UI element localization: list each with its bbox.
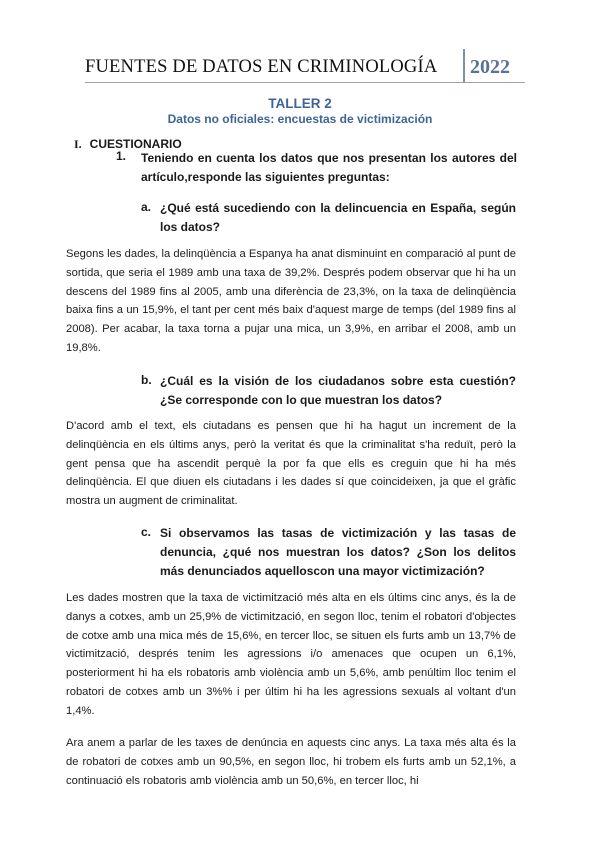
section-number: I. (74, 137, 82, 151)
subquestion-c-text: Si observamos las tasas de victimización y las tasas de denuncia, ¿qué nos muestran los datos? ¿Son los delitos más denunciados aquelloscon una mayor victimización? (160, 526, 516, 578)
subquestion-c-letter: c. (141, 525, 152, 539)
subquestion-a-text: ¿Qué está sucediendo con la delincuencia en España, según los datos? (160, 201, 516, 234)
answer-c-continued: Ara anem a parlar de les taxes de denúncia en aquests cinc anys. La taxa més alta és la de robatori de cotxes amb un 90,5%, en segon lloc, hi trobem els furts amb un 52,1%, a continuació els robatoris amb violència amb un 50,6%, en tercer lloc, hi (66, 737, 516, 787)
subquestion-b-letter: b. (141, 373, 152, 387)
taller-subtitle: Datos no oficiales: encuestas de victimización (167, 112, 433, 126)
question-1-text: Teniendo en cuenta los datos que nos presentan los autores del artículo,responde las siguientes preguntas: (141, 151, 517, 184)
subquestion-a-letter: a. (141, 200, 152, 214)
answer-c: Les dades mostren que la taxa de victimització més alta en els últims cinc anys, és la de danys a cotxes, amb un 25,9% de victimització, en segon lloc, tenim el robatori d'objectes de cotxe amb una mica més de 15,6%, en tercer lloc, se situen els furts amb un 13,7% de victimització, després tenim les agressions i/o amenaces que ocupen un 6,1%, posteriorment hi ha els robatoris amb violència amb un 5,6%, amb penúltim lloc tenim el robatori de cotxes amb un 3%% i per últim hi ha les agressions sexuals al voltant d'un 1,4%. (66, 592, 516, 717)
page-header (0, 0, 600, 90)
answer-a: Segons les dades, la delinqüència a Espanya ha anat disminuint en comparació al punt de sortida, que seria el 1989 amb una taxa de 39,2%. Després podem observar que hi ha un descens del 1989 fins al 2005, amb una diferència de 23,3%, on la taxa de delinqüència baixa fins a un 15,9%, el tant per cent més baix d'aquest marge de temps (del 1989 fins al 2008). Per acabar, la taxa torna a pujar una mica, un 3,9%, en arribar el 2008, amb un 19,8%. (66, 248, 516, 354)
section-title: CUESTIONARIO (89, 137, 182, 151)
document-year: 2022 (470, 56, 510, 78)
answer-b: D'acord amb el text, els ciutadans es pensen que hi ha hagut un increment de la delinqüència en els últims anys, però la veritat és que la criminalitat s'ha reduït, però la gent pensa que ha ascendit perquè la por fa que ells es creguin que hi ha més delinqüència. El que diuen els ciutadans i les dades sí que coincideixen, ja que el gràfic mostra un augment de criminalitat. (66, 420, 516, 508)
header-rule (85, 82, 525, 83)
subquestion-b-text: ¿Cuál es la visión de los ciudadanos sobre esta cuestión? ¿Se corresponde con lo que muestran los datos? (160, 374, 516, 407)
taller-title: TALLER 2 (268, 96, 332, 111)
header-divider (463, 49, 465, 82)
question-1-number: 1. (116, 149, 127, 163)
document-title: FUENTES DE DATOS EN CRIMINOLOGÍA (85, 57, 438, 77)
